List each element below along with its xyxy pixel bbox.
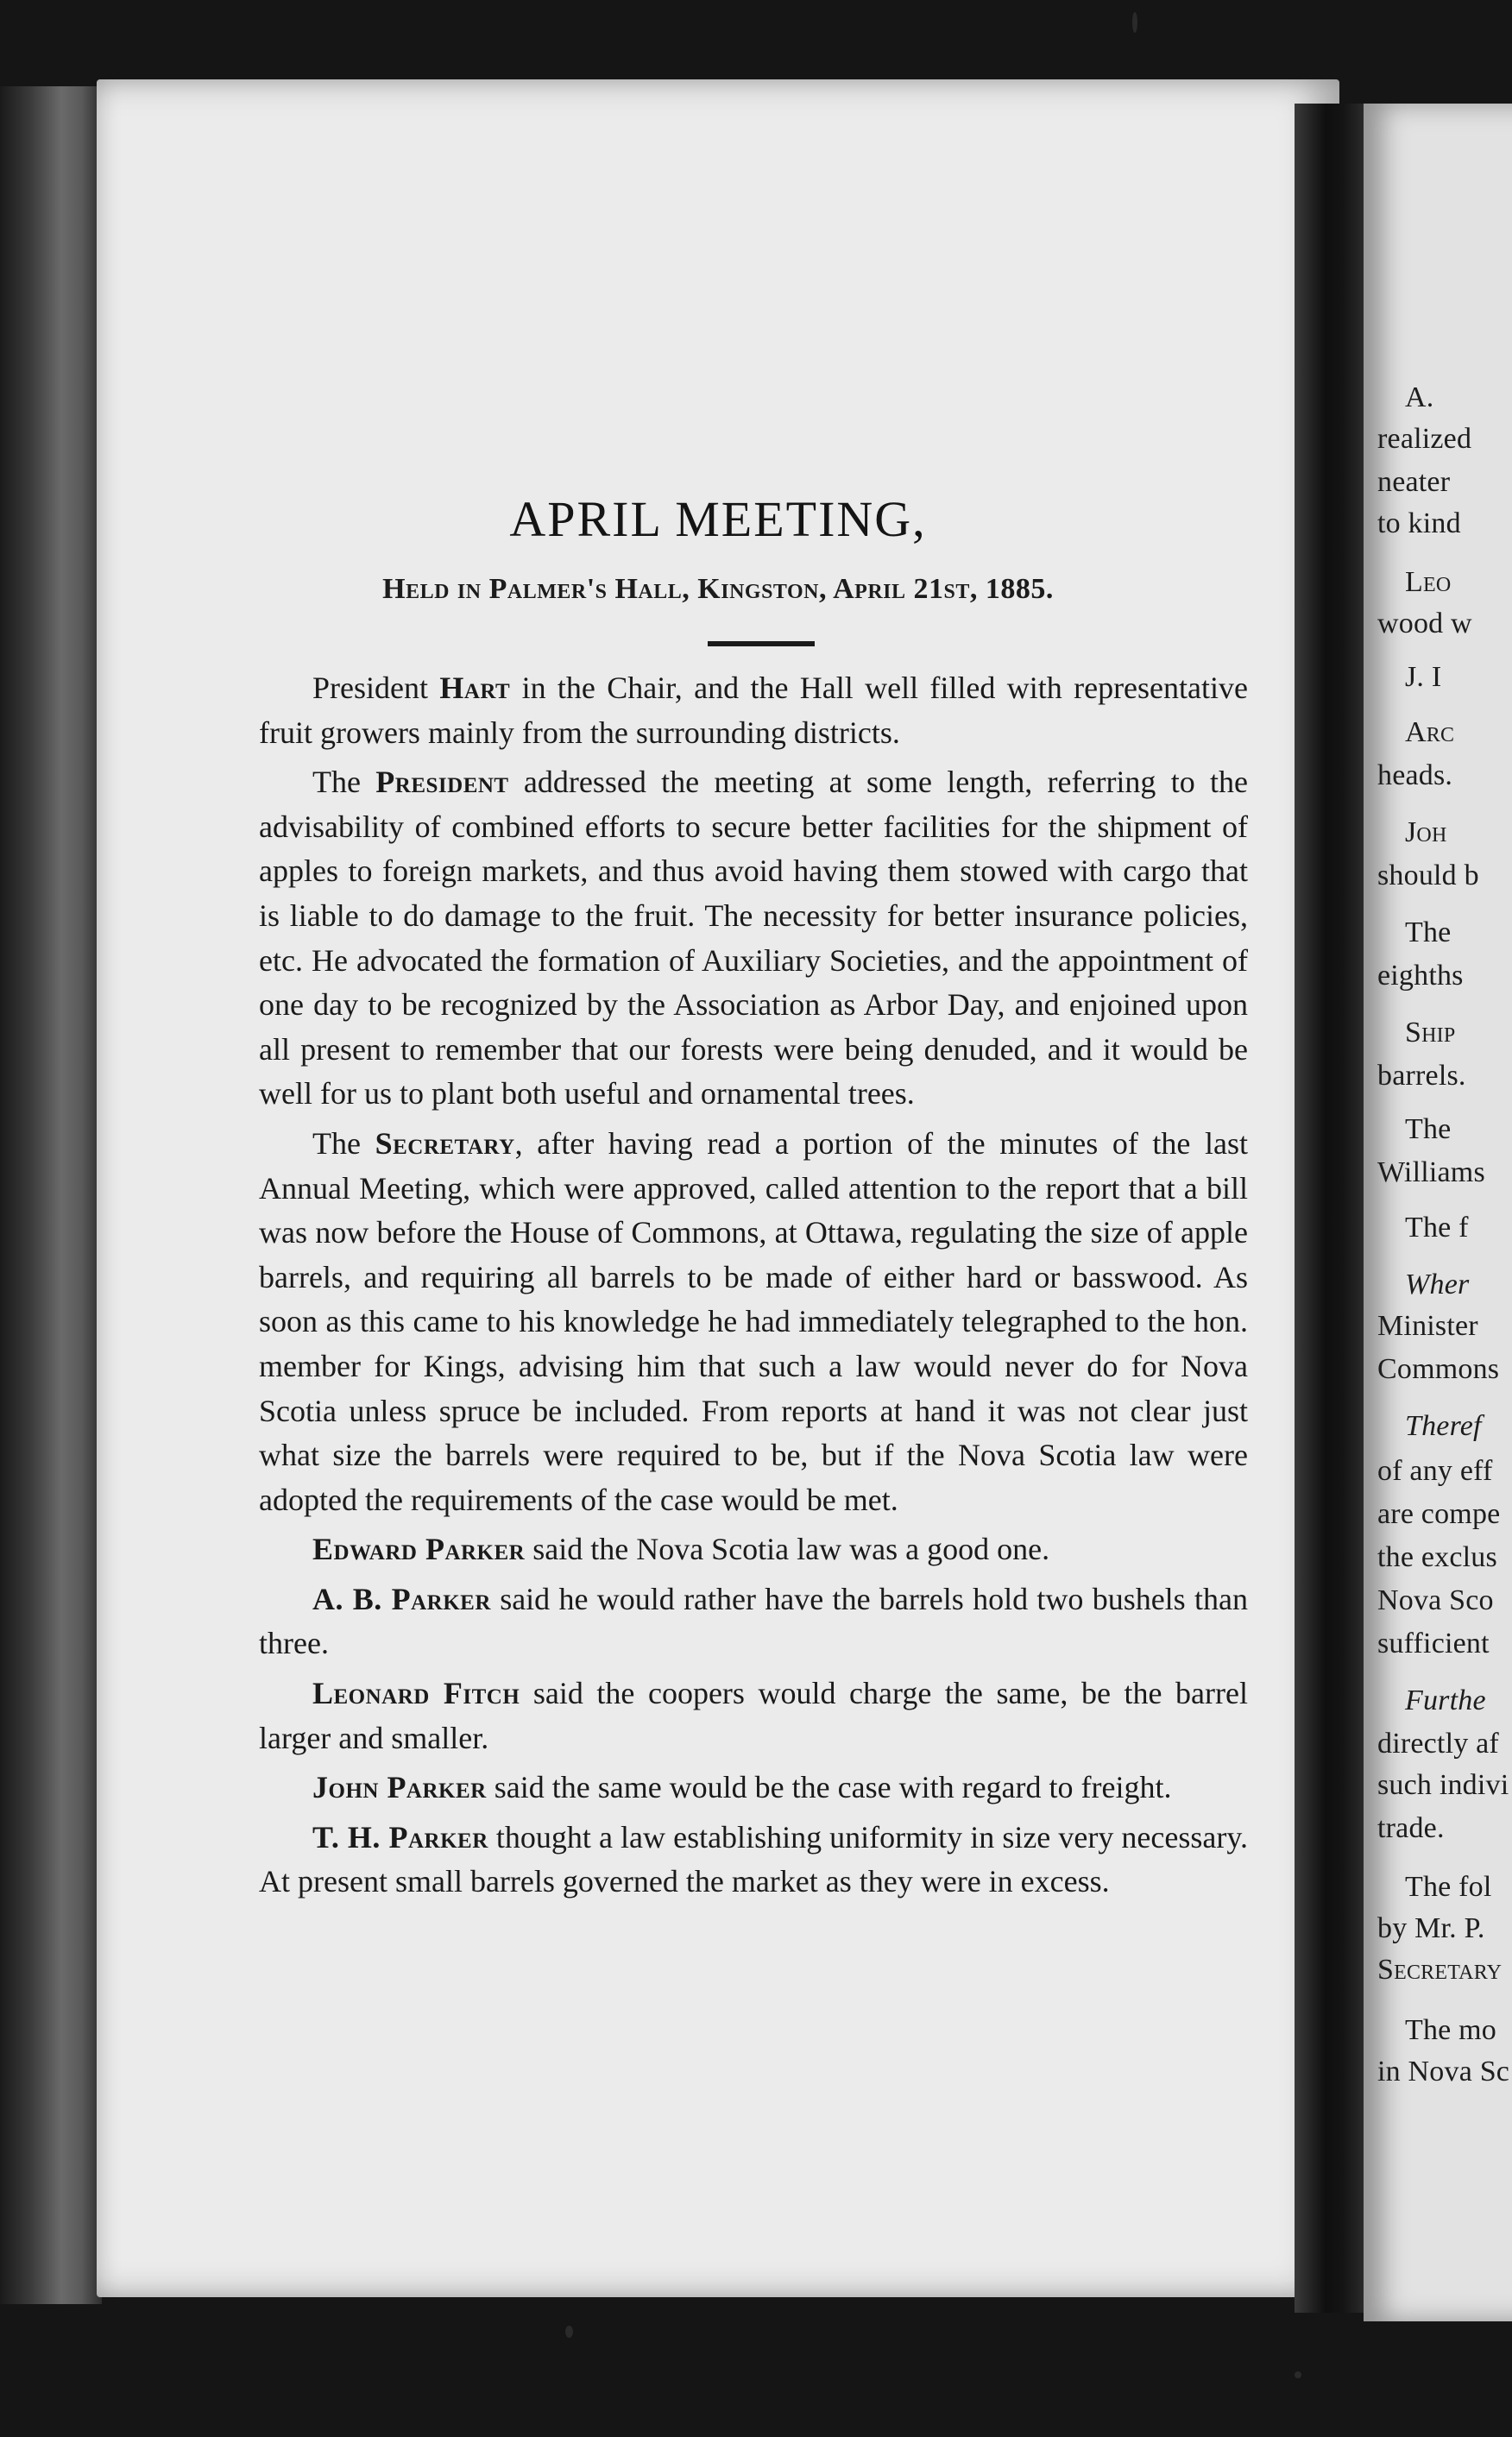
facing-page-line: should b bbox=[1377, 860, 1479, 891]
speaker-name: T. H. Parker bbox=[312, 1819, 488, 1855]
paragraph-text: in the Chair, and the Hall well filled with representative fruit growers mainly from the surrounding districts. bbox=[259, 671, 1248, 750]
speaker-name: Secretary bbox=[375, 1125, 515, 1161]
paragraph bbox=[259, 1577, 1248, 1666]
speaker-name: Leonard Fitch bbox=[312, 1676, 520, 1711]
paragraph-lead: The bbox=[312, 765, 376, 800]
paragraph-text: , after having read a portion of the minutes of the last Annual Meeting, which were approved, called attention to the report that a bill was now before the House of Commons, at Ottawa, regulating the size of apple barrels, and requiring all barrels to be made of either hard or basswood. As soon as this came to his knowledge he had immediately telegraphed to the hon. member for Kings, advising him that such a law would never do for Nova Scotia unless spruce be included. From reports at hand it was not clear just what size the barrels were required to be, but if the Nova Scotia law were adopted the requirements of the case would be met. bbox=[259, 1125, 1249, 1517]
speaker-name: Hart bbox=[439, 671, 511, 705]
facing-page-line: Minister bbox=[1377, 1310, 1478, 1342]
paragraph bbox=[259, 666, 1248, 755]
page-title: APRIL MEETING, bbox=[509, 491, 927, 547]
paragraph bbox=[259, 1816, 1248, 1905]
facing-page-line: are compe bbox=[1377, 1498, 1501, 1530]
facing-page-line: Ship bbox=[1405, 1017, 1456, 1048]
facing-page-line: Arc bbox=[1405, 716, 1455, 748]
dust-speck bbox=[1132, 12, 1137, 33]
paragraph bbox=[259, 1766, 1248, 1810]
book-gutter bbox=[1295, 104, 1364, 2313]
speaker-name: John Parker bbox=[312, 1770, 487, 1805]
dust-speck bbox=[565, 2326, 573, 2338]
facing-page-line: by Mr. P. bbox=[1377, 1912, 1485, 1944]
facing-page-line: to kind bbox=[1377, 507, 1461, 539]
facing-page-line: wood w bbox=[1377, 608, 1472, 639]
dust-speck bbox=[1295, 2371, 1301, 2378]
facing-page-line: The fol bbox=[1405, 1871, 1492, 1903]
page-subtitle: Held in Palmer's Hall, Kingston, April 21st, 1885. bbox=[382, 573, 1054, 605]
facing-page-line: in Nova Sc bbox=[1377, 2056, 1510, 2088]
paragraph-lead: President bbox=[312, 671, 440, 705]
facing-page-line: Leo bbox=[1405, 566, 1452, 598]
facing-page-line: Nova Sco bbox=[1377, 1584, 1494, 1616]
facing-page-line: directly af bbox=[1377, 1728, 1499, 1760]
facing-page-line: realized bbox=[1377, 423, 1472, 455]
paragraph bbox=[259, 1672, 1248, 1760]
facing-page-line: Secretary bbox=[1377, 1954, 1503, 1986]
speaker-name: Edward Parker bbox=[312, 1532, 526, 1567]
paragraph-text: said he would rather have the barrels hold two bushels than three. bbox=[259, 1581, 1248, 1661]
paragraph-text: said the same would be the case with regard to freight. bbox=[486, 1770, 1172, 1805]
facing-page-line: sufficient bbox=[1377, 1628, 1490, 1659]
speaker-name: President bbox=[375, 765, 509, 800]
paragraph bbox=[259, 1122, 1248, 1522]
paragraph-text: addressed the meeting at some length, referring to the advisability of combined efforts to secure better facilities for the shipment of apples to foreign markets, and thus avoid having them stowed with cargo that is liable to do damage to the fruit. The necessity for better insurance policies, etc. He advocated the formation of Auxiliary Societies, and the appointment of one day to be recognized by the Association as Arbor Day, and enjoined upon all present to remember that our forests were being denuded, and it would be well for us to plant both useful and ornamental trees. bbox=[259, 765, 1249, 1111]
paragraph bbox=[259, 1527, 1248, 1572]
speaker-name: A. B. Parker bbox=[312, 1581, 491, 1616]
paragraph-text: thought a law establishing uniformity in size very necessary. At present small barrels governed the market as they were in excess. bbox=[259, 1819, 1249, 1899]
facing-page-line: Williams bbox=[1377, 1156, 1485, 1188]
facing-page-line: The mo bbox=[1405, 2014, 1497, 2046]
facing-page-line: neater bbox=[1377, 466, 1451, 498]
facing-page-line: Furthe bbox=[1405, 1684, 1486, 1716]
paragraph-text: said the Nova Scotia law was a good one. bbox=[525, 1532, 1050, 1567]
paragraph bbox=[259, 760, 1248, 1117]
facing-page-line: J. I bbox=[1405, 661, 1442, 693]
facing-page-line: barrels. bbox=[1377, 1060, 1466, 1092]
facing-page-line: The bbox=[1405, 916, 1452, 948]
left-binding-edge bbox=[0, 86, 102, 2304]
paragraph-lead: The bbox=[312, 1125, 375, 1161]
meeting-minutes bbox=[259, 666, 1248, 1910]
facing-page-line: Wher bbox=[1405, 1269, 1470, 1300]
facing-page-line: eighths bbox=[1377, 960, 1464, 992]
facing-page-line: The f bbox=[1405, 1212, 1469, 1244]
facing-page-line: Commons bbox=[1377, 1353, 1500, 1385]
facing-page-line: Joh bbox=[1405, 816, 1447, 848]
facing-page-line: Theref bbox=[1405, 1410, 1482, 1442]
facing-page-line: A. bbox=[1405, 381, 1434, 413]
title-rule bbox=[708, 641, 815, 646]
facing-page-line: The bbox=[1405, 1113, 1452, 1145]
facing-page-line: the exclus bbox=[1377, 1541, 1497, 1573]
facing-page-line: of any eff bbox=[1377, 1455, 1493, 1487]
facing-page-line: heads. bbox=[1377, 759, 1453, 791]
facing-page-line: trade. bbox=[1377, 1812, 1445, 1844]
paragraph-text: said the coopers would charge the same, be the barrel larger and smaller. bbox=[259, 1676, 1248, 1755]
facing-page-line: such indivi bbox=[1377, 1769, 1509, 1801]
